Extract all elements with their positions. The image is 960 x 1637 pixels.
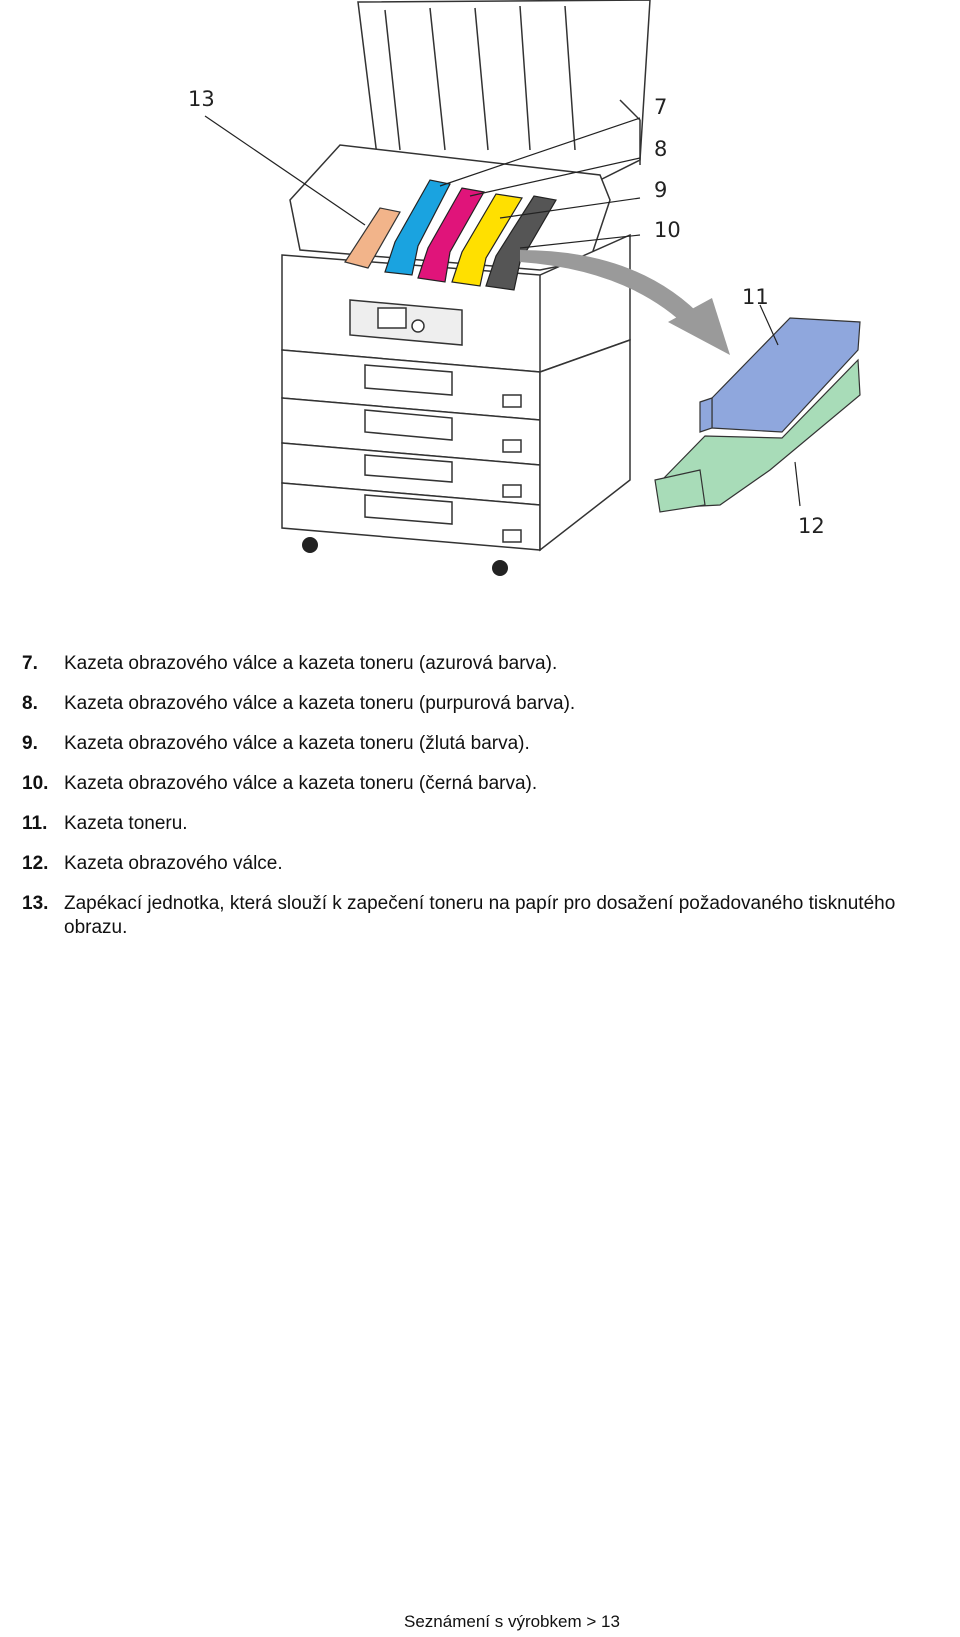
printer-illustration [0,0,960,600]
legend-item-8 [22,692,952,716]
legend-text: Kazeta obrazového válce a kazeta toneru (žlutá barva). [64,733,530,754]
legend-number: 8. [22,693,38,714]
callout-8: 8 [654,137,668,161]
callout-10: 10 [654,218,681,242]
legend-number: 7. [22,653,38,674]
paper-trays [282,340,630,550]
legend-item-13 [22,892,952,940]
legend-item-10 [22,772,952,796]
legend-item-11 [22,812,952,836]
legend-text: Kazeta toneru. [64,813,188,834]
legend-text: Zapékací jednotka, která slouží k zapečení toneru na papír pro dosažení požadovaného tisknutého obrazu. [64,893,896,938]
legend-list [22,652,952,956]
legend-text: Kazeta obrazového válce a kazeta toneru (purpurová barva). [64,693,576,714]
legend-number: 12. [22,853,49,874]
legend-text: Kazeta obrazového válce. [64,853,283,874]
legend-item-9 [22,732,952,756]
callout-12: 12 [798,514,825,538]
callout-13: 13 [188,87,215,111]
legend-number: 10. [22,773,49,794]
legend-number: 9. [22,733,38,754]
legend-item-7 [22,652,952,676]
callout-9: 9 [654,178,668,202]
legend-number: 13. [22,893,49,914]
legend-text: Kazeta obrazového válce a kazeta toneru (černá barva). [64,773,538,794]
page-footer: Seznámení s výrobkem > 13 [404,1612,620,1631]
callout-7: 7 [654,95,668,119]
legend-text: Kazeta obrazového válce a kazeta toneru (azurová barva). [64,653,558,674]
callout-11: 11 [742,285,769,309]
legend-number: 11. [22,813,48,834]
legend-item-12 [22,852,952,876]
